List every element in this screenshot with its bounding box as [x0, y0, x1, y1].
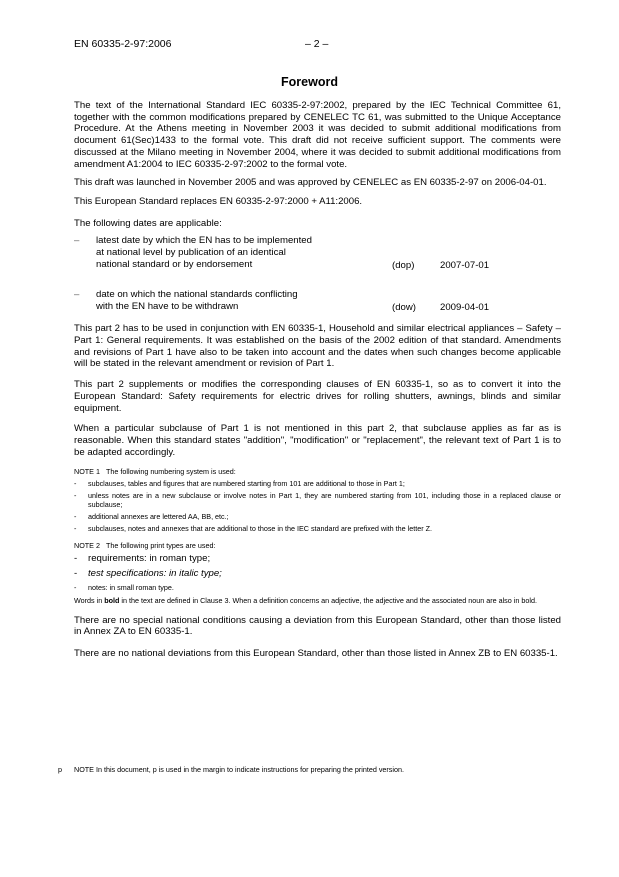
list-item-text: requirements: in roman type;: [88, 553, 211, 565]
date-code: (dow): [392, 301, 416, 313]
list-item-text: additional annexes are lettered AA, BB, etc.;: [88, 512, 229, 522]
bullet-marker: -: [74, 491, 77, 501]
list-item: [74, 583, 561, 592]
header-doc-id: EN 60335-2-97:2006: [74, 38, 172, 50]
paragraph-special-conditions: There are no special national conditions causing a deviation from this European Standard, other than those listed in Annex ZA to EN 60335-1.: [74, 614, 561, 638]
list-item-text: subclauses, tables and figures that are numbered starting from 101 are additional to those in Part 1;: [88, 479, 405, 489]
list-item: [74, 491, 561, 509]
note2-heading: [74, 541, 561, 550]
bullet-marker: -: [74, 524, 77, 534]
date-row-dop: [74, 235, 561, 271]
paragraph-supplements: This part 2 supplements or modifies the corresponding clauses of EN 60335-1, so as to convert it into the European Standard: Safety requirements for electric drives for rolling shutters, awnings, blinds and similar equipment.: [74, 379, 561, 414]
date-row-description: [96, 289, 386, 312]
bold-definition-note: [74, 596, 561, 605]
list-item-text: test specifications: in italic type;: [88, 568, 222, 580]
bullet-marker: -: [74, 479, 77, 489]
description-line: national standard or by endorsement: [96, 258, 253, 270]
description-line: date on which the national standards conflicting: [96, 289, 298, 301]
date-value: 2009-04-01: [440, 301, 490, 313]
note-intro: The following numbering system is used:: [105, 467, 236, 477]
note-label: NOTE 2: [74, 541, 100, 551]
description-line: latest date by which the EN has to be implemented: [96, 235, 312, 247]
list-item: [74, 553, 561, 565]
paragraph-national-deviations: There are no national deviations from this European Standard, other than those listed in Annex ZB to EN 60335-1.: [74, 648, 558, 660]
date-value: 2007-07-01: [440, 259, 490, 271]
date-row-description: [96, 235, 386, 270]
description-line: at national level by publication of an identical: [96, 247, 286, 259]
bold-note-word: bold: [104, 595, 120, 605]
list-item: [74, 512, 561, 521]
dash-marker: –: [74, 289, 80, 301]
dash-marker: –: [74, 235, 80, 247]
paragraph-approval: This draft was launched in November 2005 and was approved by CENELEC as EN 60335-2-97 on 2006-04-01.: [74, 177, 547, 189]
note1-heading: [74, 467, 561, 476]
note-label: NOTE 1: [74, 467, 100, 477]
numbering-list: [74, 479, 561, 533]
margin-note-text: NOTE In this document, p is used in the margin to indicate instructions for preparing the printed version.: [74, 765, 404, 774]
list-item-text: notes: in small roman type.: [88, 582, 174, 592]
list-item-text: unless notes are in a new subclause or involve notes in Part 1, they are numbered starting from 101, including those in a replaced clause or subclause;: [88, 491, 561, 510]
paragraph-subclause-rule: When a particular subclause of Part 1 is not mentioned in this part 2, that subclause applies as far as is reasonable. When this standard states "addition", "modification" or "replacement", the relevant text of Part 1 is to be adapted accordingly.: [74, 423, 561, 458]
list-item-text: subclauses, notes and annexes that are additional to those in the IEC standard are prefixed with the letter Z.: [88, 524, 433, 534]
bullet-marker: -: [74, 553, 78, 565]
bullet-marker: -: [74, 512, 77, 522]
bold-note-suffix: in the text are defined in Clause 3. When a definition concerns an adjective, the adjective and the associated noun are also in bold.: [119, 595, 537, 605]
date-code: (dop): [392, 259, 415, 271]
margin-marker: p: [58, 765, 62, 774]
print-types-list: [74, 553, 561, 591]
section-title: Foreword: [281, 75, 338, 89]
bullet-marker: -: [74, 568, 78, 580]
date-row-dow: [74, 289, 561, 313]
header-page-number: – 2 –: [305, 38, 329, 50]
list-item: [74, 524, 561, 533]
foreword-body: [74, 100, 561, 660]
bullet-marker: -: [74, 582, 77, 592]
paragraph-history: The text of the International Standard IEC 60335-2-97:2002, prepared by the IEC Technical Committee 61, together with the common modifications prepared by CENELEC TC 61, was submitted to the Unique Acceptance Procedure. At the Athens meeting in November 2003 it was decided to submit additional modifications from document 61(Sec)1433 to the formal vote. This draft did not receive sufficient support. The comments were discussed at the Milano meeting in November 2004, where it was decided to submit additional modifications from amendment A1:2004 to IEC 60335-2-97:2002 to the formal vote.: [74, 100, 561, 170]
paragraph-dates-intro: The following dates are applicable:: [74, 217, 222, 229]
list-item: [74, 568, 561, 580]
paragraph-part1-usage: This part 2 has to be used in conjunction with EN 60335-1, Household and similar electrical appliances – Safety – Part 1: General requirements. It was established on the basis of the 2002 edition of that standard. Amendments and revisions of Part 1 have also to be taken into account and the dates when such changes become applicable will be stated in the relevant amendment or revision of Part 1.: [74, 323, 561, 370]
list-item: [74, 479, 561, 488]
description-line: with the EN have to be withdrawn: [96, 301, 239, 313]
note-intro: The following print types are used:: [105, 541, 216, 551]
bold-note-prefix: Words in: [74, 595, 105, 605]
dates-table: [74, 235, 561, 317]
paragraph-replaces: This European Standard replaces EN 60335-2-97:2000 + A11:2006.: [74, 195, 363, 207]
